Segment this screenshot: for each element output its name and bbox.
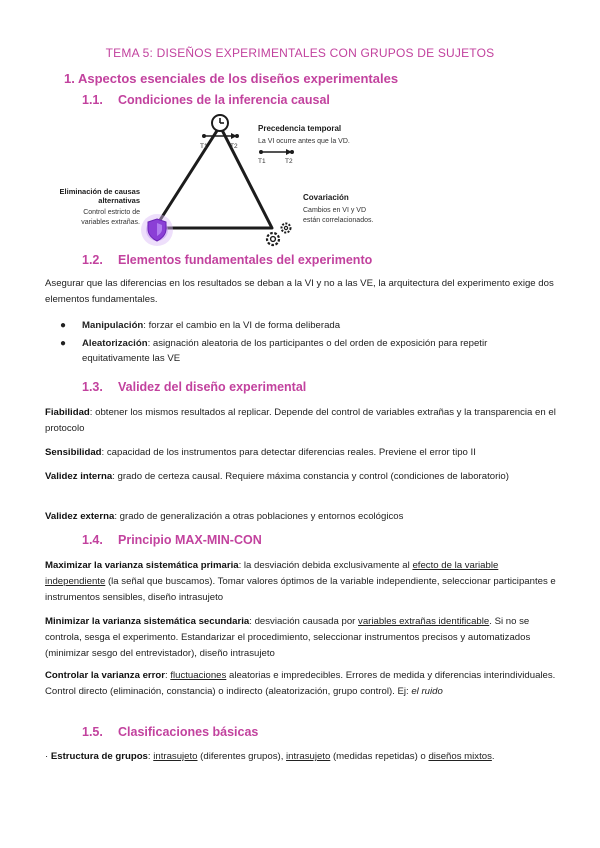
t2-label-top: T2 — [230, 143, 238, 150]
subsection-number: 1.2. — [82, 253, 103, 267]
paragraph-validez-externa — [45, 509, 557, 525]
bullet-icon: ● — [60, 337, 67, 349]
term: Validez interna — [45, 471, 113, 482]
term: Fiabilidad — [45, 407, 90, 418]
text-span: · — [45, 751, 51, 762]
text-span: : la desviación debida exclusivamente al — [238, 560, 413, 571]
underlined-text: efecto de la variable independiente — [45, 560, 499, 587]
subsection-number: 1.3. — [82, 380, 103, 394]
shield-icon — [141, 214, 173, 246]
text-span: aleatorias e impredecibles. Errores de medida y diferencias interindividuales. Control directo (eliminación, constancia) o indirecto (aleatorización, grupo control). Ej: — [45, 670, 556, 697]
elimination-description-2: variables extrañas. — [81, 219, 140, 226]
term: Manipulación — [82, 320, 144, 331]
document-title: TEMA 5: DISEÑOS EXPERIMENTALES CON GRUPOS DE SUJETOS — [105, 46, 495, 60]
covariation-description-1: Cambios en VI y VD — [303, 207, 367, 214]
t2-label-legend: T2 — [285, 158, 293, 165]
text-span: : — [164, 670, 171, 681]
paragraph-con — [45, 668, 557, 700]
causal-inference-diagram — [40, 108, 420, 253]
example-text: el ruido — [411, 686, 443, 697]
term: Aleatorización — [82, 337, 148, 349]
subsection-title: Elementos fundamentales del experimento — [118, 253, 373, 267]
text-span: . — [491, 751, 495, 762]
covariation-description-2: están correlacionados. — [303, 217, 374, 224]
underlined-text: intrasujeto — [286, 751, 331, 762]
underlined-text: diseños mixtos — [428, 751, 492, 762]
text-span: : — [147, 751, 154, 762]
subsection-title: Validez del diseño experimental — [118, 380, 307, 394]
definition: : asignación aleatoria de los participantes o del orden de exposición para repetir equitativamente las VE — [82, 337, 488, 364]
clock-icon — [212, 115, 228, 131]
subsection-1-1-heading — [82, 93, 330, 107]
definition: : grado de generalización a otras poblaciones y entornos ecológicos — [114, 511, 404, 522]
list-item — [60, 336, 550, 367]
list-item — [60, 318, 550, 334]
term: Validez externa — [45, 511, 115, 522]
subsection-1-4-heading — [82, 533, 262, 547]
paragraph-validez-interna — [45, 469, 557, 485]
subsection-title: Clasificaciones básicas — [118, 725, 259, 739]
subsection-number: 1.5. — [82, 725, 103, 739]
subsection-1-3-heading — [82, 380, 306, 394]
paragraph-s12-intro: Asegurar que las diferencias en los resultados se deban a la VI y no a las VE, la arquitectura del experimento exige dos elementos fundamentales. — [45, 278, 554, 305]
precedence-title: Precedencia temporal — [258, 124, 342, 133]
subsection-title: Condiciones de la inferencia causal — [118, 93, 330, 107]
covariation-title: Covariación — [303, 193, 349, 202]
underlined-text: variables extrañas identificable — [358, 616, 490, 627]
definition: : forzar el cambio en la VI de forma deliberada — [143, 320, 341, 331]
subsection-title: Principio MAX-MIN-CON — [118, 533, 262, 547]
paragraph-sensibilidad — [45, 445, 557, 461]
term: Minimizar la varianza sistemática secundaria — [45, 616, 250, 627]
term: Sensibilidad — [45, 447, 102, 458]
elimination-title-1: Eliminación de causas — [59, 187, 140, 196]
subsection-1-2-heading — [82, 253, 372, 267]
term: Estructura de grupos — [50, 751, 148, 762]
text-span: : desviación causada por — [249, 616, 359, 627]
subsection-1-5-heading — [82, 725, 258, 739]
elimination-description-1: Control estricto de — [83, 209, 140, 216]
definition: : obtener los mismos resultados al replicar. Depende del control de variables extrañas y la transparencia en el protocolo — [45, 407, 556, 434]
subsection-number: 1.4. — [82, 533, 103, 547]
timeline-arrow-legend — [259, 149, 294, 155]
term: Controlar la varianza error — [45, 670, 165, 681]
definition: : capacidad de los instrumentos para detectar diferencias reales. Previene el error tipo II — [101, 447, 476, 458]
text-span: (diferentes grupos), — [197, 751, 287, 762]
paragraph-group-structure — [45, 749, 557, 765]
precedence-description: La VI ocurre antes que la VD. — [258, 138, 350, 145]
triangle-frame — [155, 126, 272, 228]
underlined-text: fluctuaciones — [170, 670, 227, 681]
section-1-heading: 1. Aspectos esenciales de los diseños experimentales — [64, 71, 399, 86]
text-span: (medidas repetidas) o — [330, 751, 429, 762]
timeline-arrow-top — [202, 133, 239, 139]
t1-label-top: T1 — [200, 143, 208, 150]
bullet-icon: ● — [60, 320, 67, 331]
paragraph-min — [45, 614, 557, 662]
elimination-title-2: alternativas — [98, 196, 140, 205]
t1-label-legend: T1 — [258, 158, 266, 165]
text-span: . Si no se controla, sesga el experimento. Estandarizar el procedimiento, seleccionar instrumentos precisos y automatizados (minimizar sesgo del entrevistador), diseño intrasujeto — [45, 616, 531, 659]
term: Maximizar la varianza sistemática primaria — [45, 560, 239, 571]
paragraph-fiabilidad — [45, 405, 557, 437]
fundamental-elements-list — [60, 318, 550, 369]
subsection-number: 1.1. — [82, 93, 103, 107]
text-span: (la señal que buscamos). Tomar valores óptimos de la variable independiente, seleccionar participantes e instrumentos sensibles, diseño intrasujeto — [45, 576, 556, 603]
paragraph-max — [45, 558, 557, 606]
definition: : grado de certeza causal. Requiere máxima constancia y control (condiciones de laboratorio) — [112, 471, 509, 482]
underlined-text: intrasujeto — [153, 751, 198, 762]
